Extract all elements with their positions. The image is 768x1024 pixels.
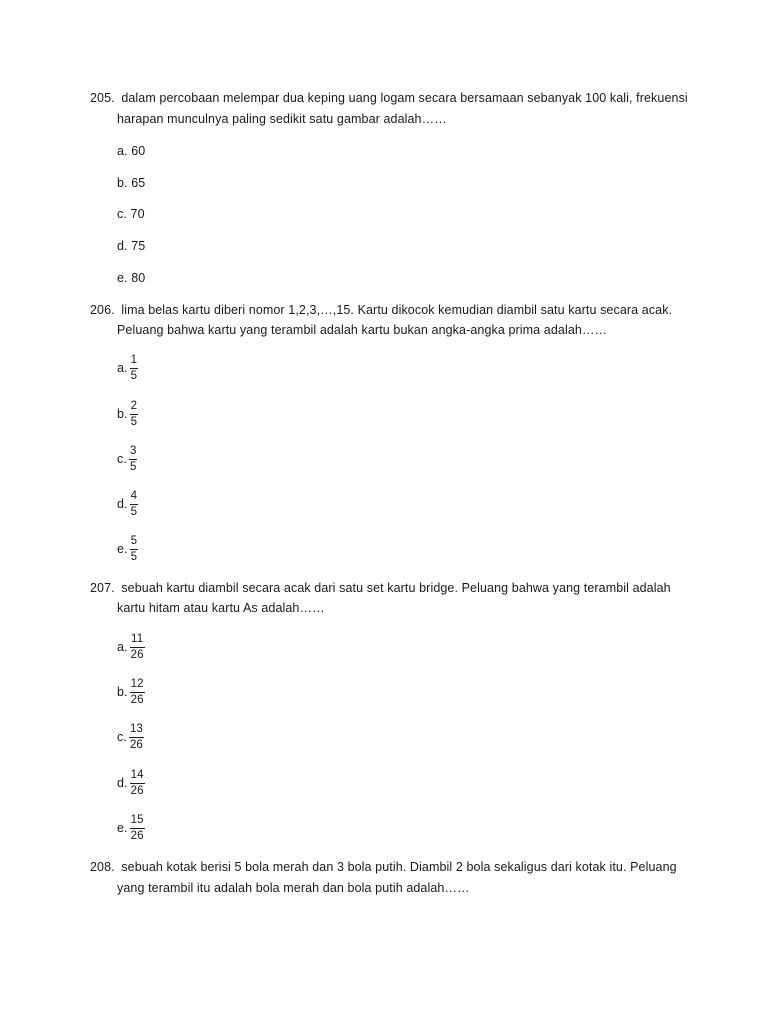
fraction <box>130 769 145 798</box>
option-text: 65 <box>131 176 146 190</box>
question-text: lima belas kartu diberi nomor 1,2,3,…,15. Kartu dikocok kemudian diambil satu kartu secara acak. <box>121 303 673 317</box>
fraction-denominator: 5 <box>130 505 138 518</box>
question-number: 206. <box>90 303 115 317</box>
question-208-line2: yang terambil itu adalah bola merah dan bola putih adalah…… <box>117 881 470 895</box>
fraction-denominator: 5 <box>130 415 138 428</box>
fraction-numerator: 12 <box>130 677 144 690</box>
question-206-line1 <box>90 302 672 318</box>
fraction <box>130 490 139 519</box>
fraction-denominator: 26 <box>129 738 143 751</box>
option-letter: a. <box>117 361 128 375</box>
question-206-line2: Peluang bahwa kartu yang terambil adalah kartu bukan angka-angka prima adalah…… <box>117 323 608 337</box>
fraction <box>130 814 145 843</box>
option-letter: c. <box>117 207 127 221</box>
fraction-numerator: 14 <box>130 768 144 781</box>
option-a <box>117 350 138 386</box>
option-letter: b. <box>117 176 128 190</box>
fraction-denominator: 5 <box>129 460 137 473</box>
question-205-line1 <box>90 90 688 106</box>
option-letter: d. <box>117 497 128 511</box>
option-c <box>117 206 145 222</box>
fraction-numerator: 2 <box>130 399 138 412</box>
fraction-denominator: 26 <box>130 648 144 661</box>
option-e <box>117 270 145 286</box>
option-letter: e. <box>117 542 128 556</box>
option-c <box>117 719 144 755</box>
fraction-numerator: 1 <box>130 353 138 366</box>
fraction <box>129 723 144 752</box>
option-e <box>117 531 138 567</box>
question-207-line1 <box>90 580 671 596</box>
option-b <box>117 175 145 191</box>
fraction-denominator: 26 <box>130 784 144 797</box>
option-d <box>117 486 138 522</box>
option-letter: d. <box>117 776 128 790</box>
question-number: 208. <box>90 860 115 874</box>
fraction <box>130 354 139 383</box>
fraction-denominator: 26 <box>130 829 144 842</box>
option-text: 75 <box>131 239 146 253</box>
question-text: dalam percobaan melempar dua keping uang logam secara bersamaan sebanyak 100 kali, frekuensi <box>121 91 688 105</box>
option-a <box>117 629 145 665</box>
option-letter: b. <box>117 685 128 699</box>
fraction <box>130 535 139 564</box>
fraction-denominator: 5 <box>130 369 138 382</box>
option-letter: a. <box>117 640 128 654</box>
fraction-denominator: 5 <box>130 550 138 563</box>
fraction <box>129 445 138 474</box>
question-207-line2: kartu hitam atau kartu As adalah…… <box>117 601 325 615</box>
option-letter: a. <box>117 144 128 158</box>
fraction-numerator: 3 <box>129 444 137 457</box>
fraction-numerator: 11 <box>131 632 144 645</box>
fraction <box>130 678 145 707</box>
option-text: 60 <box>131 144 146 158</box>
question-205-line2: harapan munculnya paling sedikit satu gambar adalah…… <box>117 112 447 126</box>
option-letter: e. <box>117 821 128 835</box>
fraction <box>130 633 145 662</box>
question-text: sebuah kotak berisi 5 bola merah dan 3 bola putih. Diambil 2 bola sekaligus dari kotak itu. Peluang <box>121 860 677 874</box>
fraction-numerator: 13 <box>129 722 143 735</box>
option-c <box>117 441 137 477</box>
fraction-numerator: 15 <box>130 813 144 826</box>
option-letter: e. <box>117 271 128 285</box>
option-letter: c. <box>117 452 127 466</box>
fraction <box>130 400 139 429</box>
question-text: sebuah kartu diambil secara acak dari satu set kartu bridge. Peluang bahwa yang terambil adalah <box>121 581 671 595</box>
question-number: 207. <box>90 581 115 595</box>
option-letter: d. <box>117 239 128 253</box>
option-b <box>117 674 145 710</box>
option-b <box>117 396 138 432</box>
option-letter: b. <box>117 407 128 421</box>
option-d <box>117 765 145 801</box>
option-a <box>117 143 145 159</box>
option-text: 80 <box>131 271 146 285</box>
fraction-numerator: 4 <box>130 489 138 502</box>
fraction-denominator: 26 <box>130 693 144 706</box>
option-d <box>117 238 145 254</box>
option-e <box>117 810 145 846</box>
question-208-line1 <box>90 859 677 875</box>
option-letter: c. <box>117 730 127 744</box>
question-number: 205. <box>90 91 115 105</box>
option-text: 70 <box>130 207 145 221</box>
fraction-numerator: 5 <box>130 534 138 547</box>
